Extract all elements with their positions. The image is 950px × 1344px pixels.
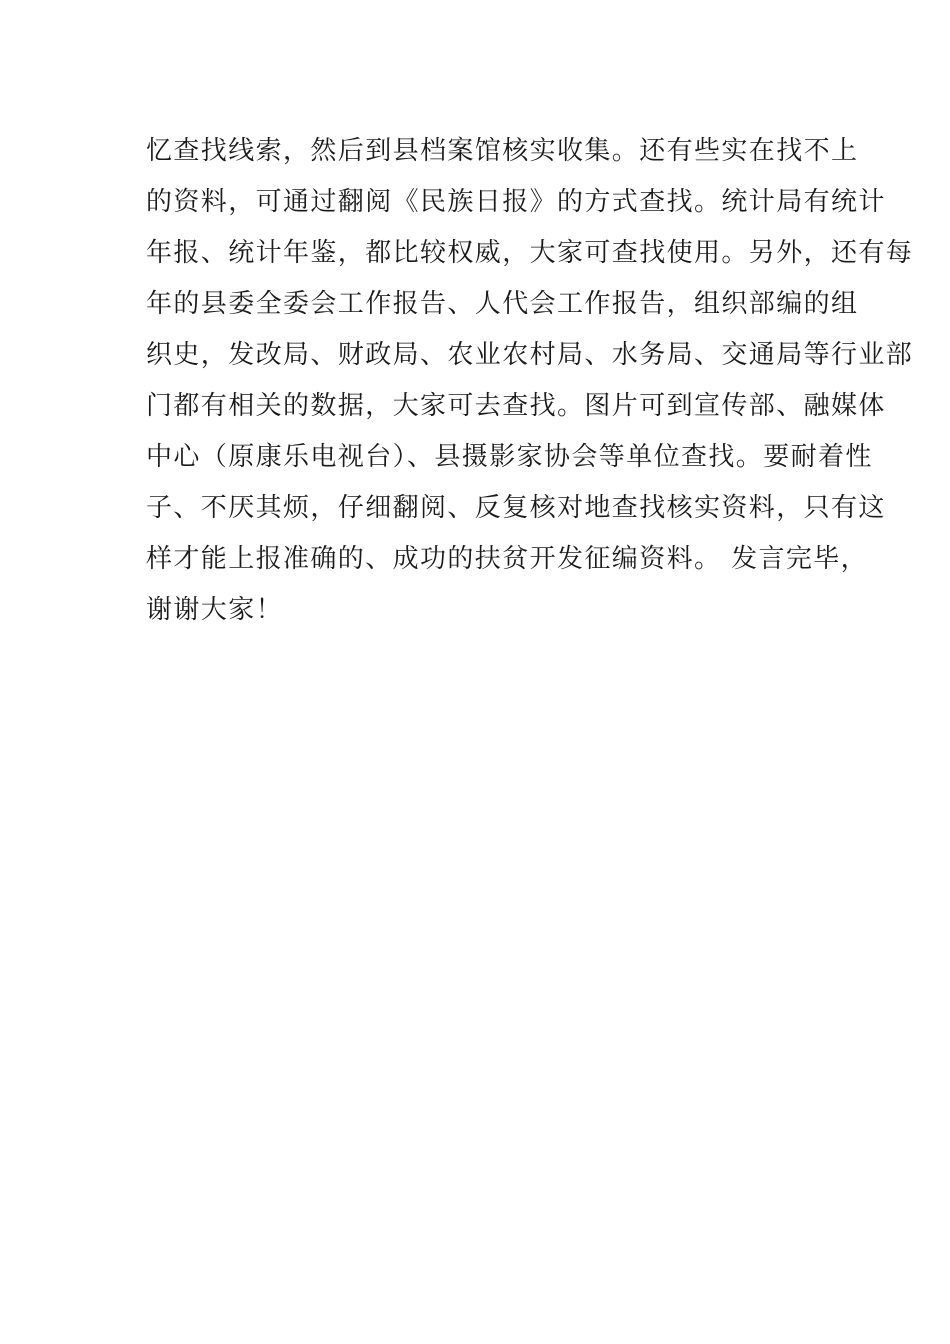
text-line: 年的县委全委会工作报告、人代会工作报告，组织部编的组 — [146, 289, 859, 319]
text-line: 忆查找线索，然后到县档案馆核实收集。还有些实在找不上 — [146, 136, 859, 166]
text-line: 子、不厌其烦，仔细翻阅、反复核对地查找核实资料，只有这 — [146, 493, 886, 523]
text-line: 样才能上报准确的、成功的扶贫开发征编资料。 发言完毕， — [146, 544, 869, 574]
text-line: 的资料，可通过翻阅《民族日报》的方式查找。统计局有统计 — [146, 187, 886, 217]
speech-text-paragraph — [146, 126, 914, 636]
text-line: 谢谢大家！ — [146, 595, 284, 625]
text-line: 年报、统计年鉴，都比较权威，大家可查找使用。另外，还有每 — [146, 238, 914, 268]
text-line: 中心（原康乐电视台）、县摄影家协会等单位查找。要耐着性 — [146, 442, 873, 472]
text-line: 织史，发改局、财政局、农业农村局、水务局、交通局等行业部 — [146, 340, 914, 370]
text-line: 门都有相关的数据，大家可去查找。图片可到宣传部、融媒体 — [146, 391, 886, 421]
